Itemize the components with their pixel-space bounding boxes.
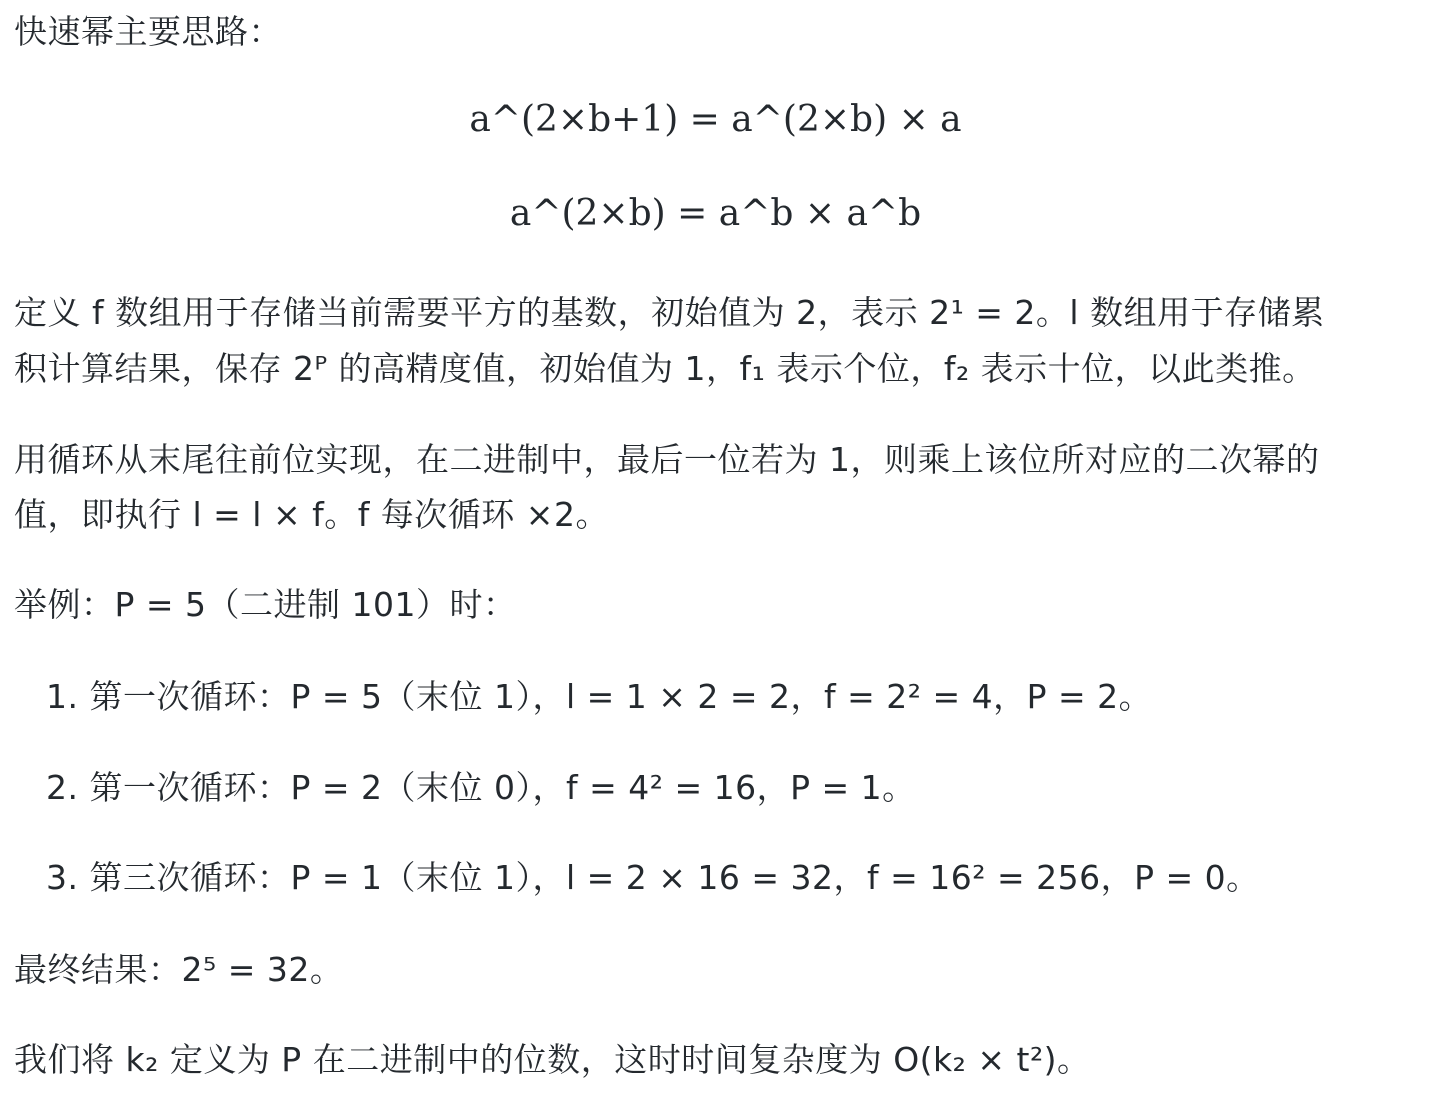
paragraph-2-line-2: 值，即执行 l = l × f。f 每次循环 ×2。: [14, 495, 609, 534]
paragraph-1-line-2: 积计算结果，保存 2ᴾ 的高精度值，初始值为 1，f₁ 表示个位，f₂ 表示十位，以此类推。: [14, 349, 1316, 388]
list-item-text: 第一次循环：P = 2（末位 0），f = 4² = 16，P = 1。: [89, 768, 916, 807]
paragraph-2-line-1: 用循环从末尾往前位实现，在二进制中，最后一位若为 1，则乘上该位所对应的二次幂的: [14, 440, 1320, 479]
list-item-3: [46, 858, 1260, 898]
formula-line-1: a^(2×b+1) = a^(2×b) × a: [469, 99, 962, 140]
paragraph-1-line-1: 定义 f 数组用于存储当前需要平方的基数，初始值为 2，表示 2¹ = 2。l 数组用于存储累: [14, 293, 1325, 332]
final-result: 最终结果：2⁵ = 32。: [14, 950, 344, 989]
list-item-text: 第三次循环：P = 1（末位 1），l = 2 × 16 = 32，f = 16² = 256，P = 0。: [89, 858, 1260, 897]
list-item-2: [46, 768, 916, 808]
list-item-1: [46, 677, 1152, 717]
section-title: 快速幂主要思路：: [14, 12, 282, 51]
complexity-statement: 我们将 k₂ 定义为 P 在二进制中的位数，这时时间复杂度为 O(k₂ × t²)。: [14, 1040, 1091, 1079]
list-marker: 3.: [46, 858, 79, 897]
formula-line-2: a^(2×b) = a^b × a^b: [509, 193, 922, 234]
example-heading: 举例：P = 5（二进制 101）时：: [14, 585, 517, 624]
list-marker: 1.: [46, 677, 79, 716]
list-marker: 2.: [46, 768, 79, 807]
list-item-text: 第一次循环：P = 5（末位 1），l = 1 × 2 = 2，f = 2² = 4，P = 2。: [89, 677, 1153, 716]
